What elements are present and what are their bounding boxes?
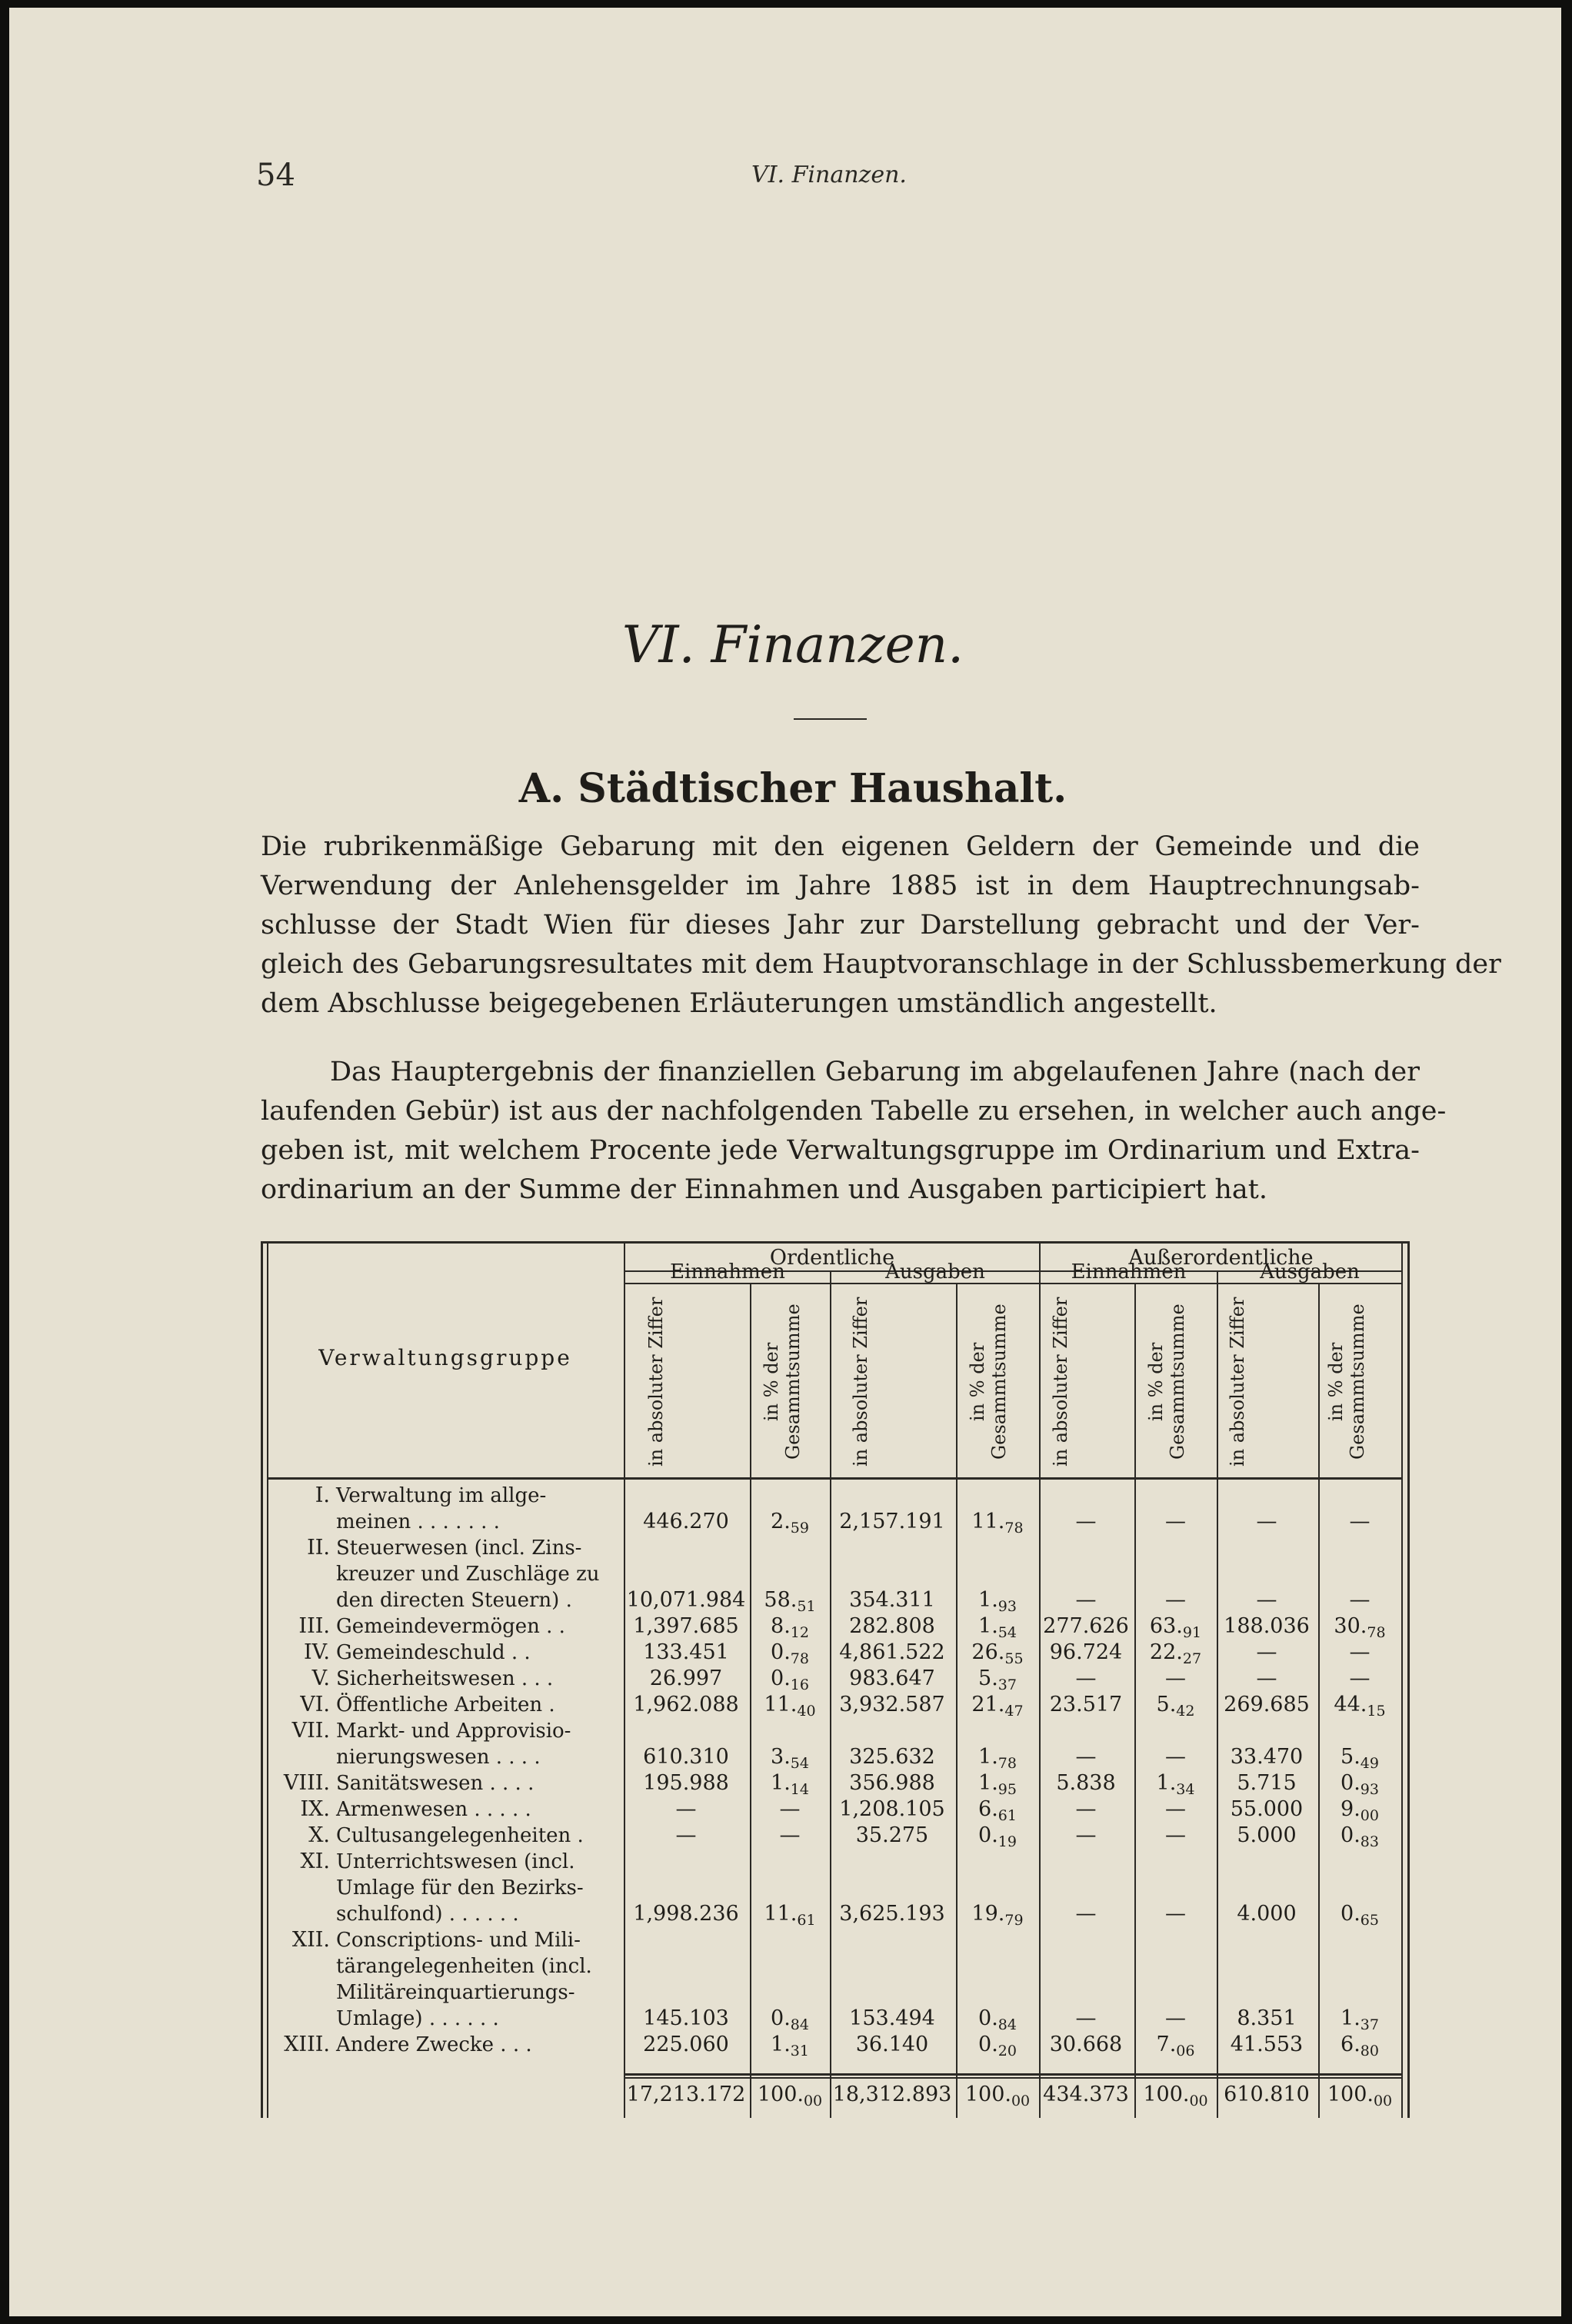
table-rule (624, 2077, 1403, 2079)
ao-einnahmen-pct (1136, 2033, 1215, 2063)
ord-ausgaben-abs: 153.494 (849, 2006, 935, 2030)
row-label: Öffentliche Arbeiten . (336, 1693, 555, 1716)
percent-value: 8. (771, 1614, 791, 1638)
ord-einnahmen-abs: 225.060 (643, 2033, 729, 2056)
ord-einnahmen-abs: 26.997 (649, 1666, 723, 1690)
ao-einnahmen-pct (1136, 1797, 1215, 1822)
pct-label: in % der Gesammtsumme (1325, 1304, 1368, 1460)
section-title: A. Städtischer Haushalt. (518, 765, 1067, 812)
percent-decimals: 00 (1011, 2093, 1031, 2109)
percent-decimals: 12 (790, 1624, 809, 1641)
row-label: Cultusangelegenheiten . (336, 1824, 584, 1847)
row-number: IV. (303, 1640, 330, 1664)
ao-einnahmen-abs: — (1075, 1510, 1097, 1533)
percent-value: — (779, 1797, 801, 1821)
row-number: I. (315, 1483, 330, 1507)
ao-ausgaben-abs: 5.715 (1237, 1771, 1297, 1795)
percent-value: — (1165, 1902, 1186, 1926)
ao-ausgaben-abs: 5.000 (1237, 1823, 1297, 1847)
ord-einnahmen-abs: 10,071.984 (626, 1588, 746, 1612)
ao-einnahmen-pct (1136, 1745, 1215, 1770)
row-label: kreuzer und Zuschläge zu (336, 1563, 600, 1586)
ao-ausgaben-pct (1320, 2033, 1400, 2063)
ao-ausgaben-abs: 8.351 (1237, 2006, 1297, 2030)
total-ao-ausgaben-pct (1320, 2083, 1400, 2113)
percent-decimals: 78 (1367, 1624, 1386, 1641)
percent-value: 30. (1334, 1614, 1367, 1638)
ord-einnahmen-abs: 133.451 (643, 1640, 729, 1664)
total-ord-ausgaben: 18,312.893 (832, 2083, 952, 2106)
abs-label: in absoluter Ziffer (645, 1297, 667, 1467)
row-number: VII. (291, 1719, 330, 1743)
einnahmen-header: Einnahmen (670, 1260, 785, 1284)
table-rule (267, 1477, 1403, 1480)
paragraph-line: Das Hauptergebnis der finanziellen Gebarung im abgelaufenen Jahre (nach der (330, 1057, 1420, 1087)
ao-ausgaben-abs: 4.000 (1237, 1902, 1297, 1926)
ord-ausgaben-pct (958, 1823, 1037, 1854)
percent-value: 3. (771, 1745, 791, 1769)
ord-einnahmen-pct (751, 2033, 828, 2063)
percent-decimals: 61 (797, 1912, 816, 1929)
row-label: tärangelegenheiten (incl. (336, 1955, 592, 1978)
percent-value: — (1165, 1666, 1186, 1690)
row-number: X. (308, 1823, 330, 1847)
percent-decimals: 51 (797, 1598, 816, 1615)
ord-ausgaben-abs: 36.140 (855, 2033, 929, 2056)
ord-ausgaben-abs: 282.808 (849, 1614, 935, 1638)
row-label: Steuerwesen (incl. Zins- (336, 1537, 582, 1560)
ao-einnahmen-pct (1136, 1666, 1215, 1691)
document-page (9, 8, 1561, 2316)
percent-value: 1. (978, 1588, 998, 1612)
paragraph-line: ordinarium an der Summe der Einnahmen und Ausgaben participiert hat. (261, 1174, 1267, 1205)
chapter-title: VI. Finanzen. (621, 615, 964, 674)
percent-decimals: 19 (997, 1833, 1017, 1850)
percent-value: 0. (978, 2033, 998, 2056)
row-label: Sicherheitswesen . . . (336, 1667, 554, 1690)
percent-decimals: 00 (803, 2093, 823, 2109)
ao-ausgaben-abs: 55.000 (1230, 1797, 1304, 1821)
percent-decimals: 37 (1360, 2016, 1379, 2033)
title-rule (794, 718, 867, 720)
paragraph-line: gleich des Gebarungsresultates mit dem Hauptvoranschlage in der Schlussbemerkung der (261, 949, 1501, 980)
percent-decimals: 14 (790, 1781, 809, 1798)
percent-decimals: 37 (997, 1676, 1017, 1693)
percent-value: 0. (978, 2006, 998, 2030)
ao-ausgaben-abs: — (1256, 1640, 1277, 1664)
einnahmen-header: Einnahmen (1071, 1260, 1187, 1284)
percent-decimals: 55 (1004, 1650, 1024, 1667)
percent-value: — (1349, 1666, 1371, 1690)
pct-label: in % der Gesammtsumme (1145, 1304, 1188, 1460)
ao-ausgaben-abs: — (1256, 1588, 1277, 1612)
paragraph-line: Die rubrikenmäßige Gebarung mit den eigenen Geldern der Gemeinde und die (261, 831, 1420, 862)
pct-label: in % der Gesammtsumme (761, 1304, 804, 1460)
ausserordentliche-header: Außerordentliche (1128, 1246, 1314, 1270)
percent-value: 1. (978, 1614, 998, 1638)
percent-value: 11. (764, 1693, 798, 1716)
ao-einnahmen-pct (1136, 1693, 1215, 1723)
percent-decimals: 61 (997, 1807, 1017, 1824)
ao-ausgaben-abs: 269.685 (1224, 1693, 1310, 1716)
paragraph-line: laufenden Gebür) ist aus der nachfolgenden Tabelle zu ersehen, in welcher auch ange- (261, 1096, 1447, 1127)
ord-ausgaben-abs: 356.988 (849, 1771, 935, 1795)
percent-value: 11. (764, 1902, 798, 1926)
abs-label: in absoluter Ziffer (1227, 1297, 1248, 1467)
ord-ausgaben-abs: 35.275 (855, 1823, 929, 1847)
percent-decimals: 59 (790, 1520, 809, 1537)
ao-einnahmen-pct (1136, 1588, 1215, 1613)
ao-ausgaben-abs: 41.553 (1230, 2033, 1304, 2056)
percent-value: — (1349, 1510, 1371, 1533)
percent-decimals: 42 (1176, 1703, 1195, 1720)
ord-einnahmen-abs: 1,962.088 (633, 1693, 739, 1716)
ord-einnahmen-abs: 1,397.685 (633, 1614, 739, 1638)
row-label: Gemeindevermögen . . (336, 1615, 565, 1638)
row-label: Armenwesen . . . . . (336, 1798, 531, 1821)
percent-decimals: 06 (1176, 2043, 1195, 2059)
total-ao-einnahmen-pct (1136, 2083, 1215, 2113)
percent-value: 21. (971, 1693, 1005, 1716)
ord-ausgaben-abs: 325.632 (849, 1745, 935, 1769)
ao-einnahmen-pct (1136, 1902, 1215, 1926)
percent-value: 7. (1156, 2033, 1177, 2056)
abs-label: in absoluter Ziffer (850, 1297, 871, 1467)
row-number: V. (311, 1666, 330, 1690)
ord-einnahmen-pct (751, 1823, 828, 1848)
percent-decimals: 49 (1360, 1755, 1379, 1772)
percent-value: 26. (971, 1640, 1005, 1664)
ord-ausgaben-pct (958, 1902, 1037, 1933)
row-label: nierungswesen . . . . (336, 1746, 541, 1769)
row-number: VI. (300, 1693, 330, 1716)
table-rule (261, 1241, 263, 2118)
total-ao-ausgaben: 610.810 (1224, 2083, 1310, 2106)
ao-ausgaben-pct (1320, 1902, 1400, 1933)
ao-einnahmen-abs: — (1075, 1745, 1097, 1769)
ord-ausgaben-pct (958, 1693, 1037, 1723)
row-label: den directen Steuern) . (336, 1589, 572, 1612)
table-rule (624, 2073, 1403, 2076)
ao-einnahmen-pct (1136, 1823, 1215, 1848)
ord-einnahmen-abs: — (675, 1823, 697, 1847)
ord-einnahmen-abs: 610.310 (643, 1745, 729, 1769)
percent-value: — (779, 1823, 801, 1847)
percent-decimals: 40 (797, 1703, 816, 1720)
percent-value: 2. (771, 1510, 791, 1533)
percent-value: 100. (964, 2083, 1011, 2106)
percent-decimals: 83 (1360, 1833, 1379, 1850)
row-label: Andere Zwecke . . . (336, 2033, 532, 2056)
percent-decimals: 95 (997, 1781, 1017, 1798)
page-number: 54 (256, 158, 295, 193)
percent-decimals: 54 (790, 1755, 809, 1772)
ao-einnahmen-abs: 96.724 (1049, 1640, 1123, 1664)
percent-value: 1. (771, 1771, 791, 1795)
percent-decimals: 00 (1360, 1807, 1379, 1824)
percent-value: 100. (757, 2083, 804, 2106)
percent-decimals: 78 (997, 1755, 1017, 1772)
ao-einnahmen-abs: — (1075, 1588, 1097, 1612)
percent-decimals: 65 (1360, 1912, 1379, 1929)
ord-ausgaben-abs: 983.647 (849, 1666, 935, 1690)
paragraph-line: geben ist, mit welchem Procente jede Verwaltungsgruppe im Ordinarium und Extra- (261, 1135, 1420, 1166)
paragraph-line: Verwendung der Anlehensgelder im Jahre 1885 ist in dem Hauptrechnungsab- (261, 871, 1420, 901)
percent-value: 0. (771, 2006, 791, 2030)
table-rule (267, 1241, 268, 2118)
ao-einnahmen-pct (1136, 1510, 1215, 1534)
percent-value: 1. (771, 2033, 791, 2056)
percent-decimals: 78 (1004, 1520, 1024, 1537)
ao-einnahmen-abs: — (1075, 2006, 1097, 2030)
ao-einnahmen-abs: 30.668 (1049, 2033, 1123, 2056)
percent-value: — (1165, 1745, 1186, 1769)
percent-value: — (1165, 1797, 1186, 1821)
percent-value: 5. (1341, 1745, 1361, 1769)
ao-ausgaben-abs: 188.036 (1224, 1614, 1310, 1638)
percent-value: 63. (1149, 1614, 1183, 1638)
row-label: meinen . . . . . . . (336, 1510, 500, 1533)
percent-decimals: 15 (1367, 1703, 1386, 1720)
ord-ausgaben-abs: 2,157.191 (839, 1510, 945, 1533)
row-number: VIII. (283, 1771, 330, 1795)
percent-decimals: 91 (1182, 1624, 1202, 1641)
percent-value: 5. (978, 1666, 998, 1690)
row-label: Militäreinquartierungs- (336, 1981, 575, 2004)
table-rule (1401, 1241, 1403, 2118)
percent-value: 6. (978, 1797, 998, 1821)
pct-label: in % der Gesammtsumme (967, 1304, 1010, 1460)
ausgaben-header: Ausgaben (1260, 1260, 1360, 1284)
ao-ausgaben-pct (1320, 1640, 1400, 1665)
ao-ausgaben-pct (1320, 1588, 1400, 1613)
row-number: XIII. (284, 2033, 330, 2056)
percent-value: 100. (1143, 2083, 1190, 2106)
percent-value: 1. (1156, 1771, 1177, 1795)
percent-decimals: 79 (1004, 1912, 1024, 1929)
paragraph-2 (261, 1053, 1447, 1210)
percent-value: 1. (978, 1771, 998, 1795)
percent-value: 1. (1341, 2006, 1361, 2030)
ao-einnahmen-abs: 23.517 (1049, 1693, 1123, 1716)
row-label: Umlage) . . . . . . (336, 2007, 499, 2030)
ao-ausgaben-abs: — (1256, 1510, 1277, 1533)
ao-einnahmen-pct (1136, 2006, 1215, 2031)
percent-decimals: 20 (997, 2043, 1017, 2059)
ao-ausgaben-pct (1320, 1823, 1400, 1854)
ao-einnahmen-abs: — (1075, 1823, 1097, 1847)
percent-value: 44. (1334, 1693, 1367, 1716)
percent-decimals: 84 (790, 2016, 809, 2033)
percent-value: 0. (1341, 1771, 1361, 1795)
ord-einnahmen-abs: 446.270 (643, 1510, 729, 1533)
percent-value: 5. (1156, 1693, 1177, 1716)
budget-table (261, 1241, 1410, 2118)
ord-ausgaben-pct (958, 2033, 1037, 2063)
table-rule (1407, 1241, 1410, 2118)
ao-ausgaben-pct (1320, 1510, 1400, 1534)
percent-decimals: 31 (790, 2043, 809, 2059)
row-number: XII. (291, 1928, 330, 1952)
total-ord-ausgaben-pct (958, 2083, 1037, 2113)
running-head: VI. Finanzen. (751, 161, 907, 188)
paragraph-line: schlusse der Stadt Wien für dieses Jahr zur Darstellung gebracht und der Ver- (261, 910, 1420, 941)
percent-value: — (1165, 1588, 1186, 1612)
percent-decimals: 34 (1176, 1781, 1195, 1798)
percent-decimals: 84 (997, 2016, 1017, 2033)
ao-ausgaben-abs: — (1256, 1666, 1277, 1690)
percent-decimals: 80 (1360, 2043, 1379, 2059)
ausgaben-header: Ausgaben (885, 1260, 985, 1284)
percent-decimals: 93 (1360, 1781, 1379, 1798)
percent-value: 0. (1341, 1902, 1361, 1926)
ao-einnahmen-abs: 5.838 (1056, 1771, 1116, 1795)
total-ord-einnahmen-pct (751, 2083, 828, 2113)
total-ao-einnahmen: 434.373 (1043, 2083, 1129, 2106)
ord-einnahmen-pct (751, 1797, 828, 1822)
percent-decimals: 16 (790, 1676, 809, 1693)
percent-value: — (1165, 2006, 1186, 2030)
row-label: Unterrichtswesen (incl. (336, 1850, 575, 1873)
ao-einnahmen-abs: — (1075, 1666, 1097, 1690)
ord-einnahmen-abs: 145.103 (643, 2006, 729, 2030)
row-label: Markt- und Approvisio- (336, 1720, 571, 1743)
percent-decimals: 00 (1373, 2093, 1393, 2109)
ord-ausgaben-abs: 3,932.587 (839, 1693, 945, 1716)
percent-value: 22. (1149, 1640, 1183, 1664)
row-label: Verwaltung im allge- (336, 1484, 547, 1507)
percent-value: 0. (771, 1640, 791, 1664)
total-ord-einnahmen: 17,213.172 (626, 2083, 746, 2106)
percent-value: 1. (978, 1745, 998, 1769)
ord-einnahmen-pct (751, 1693, 828, 1723)
table-rule (261, 1241, 1410, 1244)
paragraph-line: dem Abschlusse beigegebenen Erläuterungen umständlich angestellt. (261, 988, 1217, 1019)
percent-value: 9. (1341, 1797, 1361, 1821)
ao-ausgaben-pct (1320, 1666, 1400, 1691)
percent-decimals: 78 (790, 1650, 809, 1667)
row-label: schulfond) . . . . . . (336, 1903, 519, 1926)
ao-einnahmen-abs: — (1075, 1797, 1097, 1821)
percent-value: — (1165, 1823, 1186, 1847)
ord-einnahmen-abs: 1,998.236 (633, 1902, 739, 1926)
ord-einnahmen-pct (751, 1902, 828, 1933)
percent-decimals: 93 (997, 1598, 1017, 1615)
ordentliche-header: Ordentliche (769, 1246, 895, 1270)
ord-einnahmen-abs: — (675, 1797, 697, 1821)
ao-ausgaben-pct (1320, 1693, 1400, 1723)
ord-ausgaben-abs: 4,861.522 (839, 1640, 945, 1664)
percent-decimals: 47 (1004, 1703, 1024, 1720)
abs-label: in absoluter Ziffer (1050, 1297, 1071, 1467)
row-label: Sanitätswesen . . . . (336, 1772, 535, 1795)
percent-value: 0. (1341, 1823, 1361, 1847)
percent-value: 0. (771, 1666, 791, 1690)
ord-einnahmen-abs: 195.988 (643, 1771, 729, 1795)
row-number: III. (298, 1614, 330, 1638)
row-label: Gemeindeschuld . . (336, 1641, 531, 1664)
percent-decimals: 00 (1189, 2093, 1208, 2109)
row-label: Umlage für den Bezirks- (336, 1876, 584, 1899)
percent-value: 58. (764, 1588, 798, 1612)
row-label: Conscriptions- und Mili- (336, 1929, 581, 1952)
percent-value: — (1165, 1510, 1186, 1533)
percent-value: — (1349, 1588, 1371, 1612)
percent-value: 100. (1327, 2083, 1374, 2106)
ao-einnahmen-abs: 277.626 (1043, 1614, 1129, 1638)
percent-value: 19. (971, 1902, 1005, 1926)
percent-value: — (1349, 1640, 1371, 1664)
ord-ausgaben-abs: 354.311 (849, 1588, 935, 1612)
ord-ausgaben-abs: 3,625.193 (839, 1902, 945, 1926)
percent-value: 0. (978, 1823, 998, 1847)
ord-ausgaben-abs: 1,208.105 (839, 1797, 945, 1821)
paragraph-1 (261, 827, 1501, 1024)
ao-ausgaben-abs: 33.470 (1230, 1745, 1304, 1769)
percent-decimals: 54 (997, 1624, 1017, 1641)
ao-einnahmen-abs: — (1075, 1902, 1097, 1926)
percent-value: 6. (1341, 2033, 1361, 2056)
group-header: Verwaltungsgruppe (318, 1345, 572, 1370)
row-number: II. (307, 1536, 330, 1560)
ord-ausgaben-pct (958, 1510, 1037, 1540)
row-number: IX. (300, 1797, 330, 1821)
percent-value: 11. (971, 1510, 1005, 1533)
row-number: XI. (300, 1850, 330, 1873)
ord-einnahmen-pct (751, 1510, 828, 1540)
percent-decimals: 27 (1182, 1650, 1202, 1667)
